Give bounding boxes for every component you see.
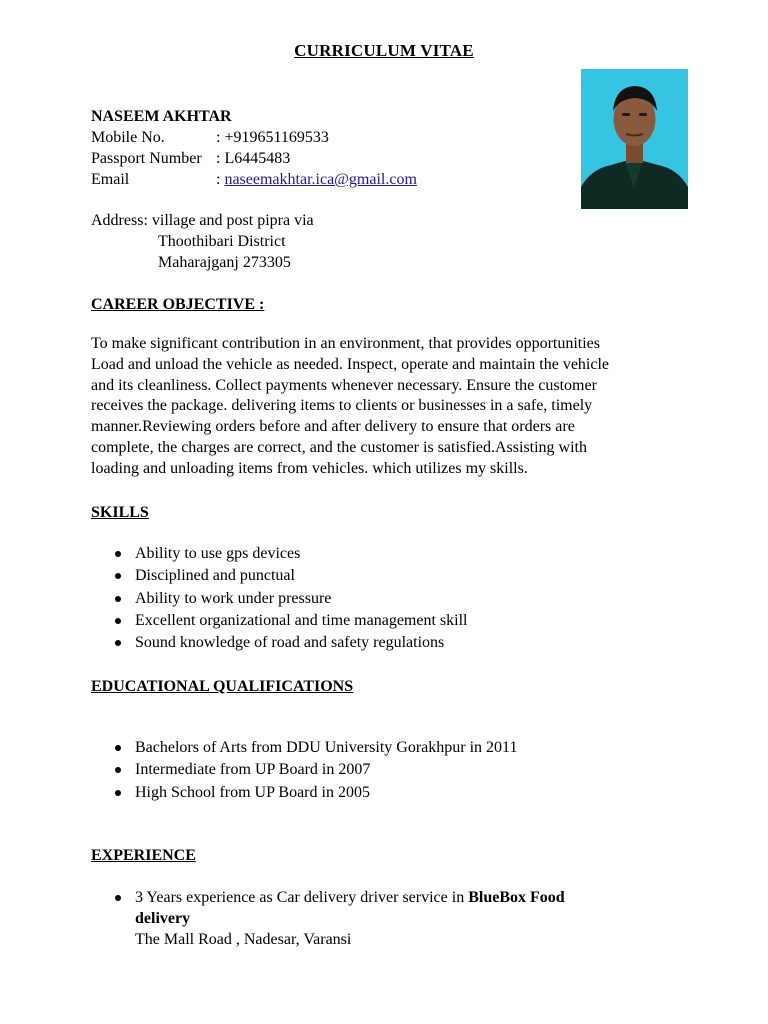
- email-separator: :: [216, 171, 225, 188]
- address-block: [91, 210, 314, 273]
- experience-heading: EXPERIENCE: [91, 847, 196, 864]
- bullet-icon: [115, 551, 121, 557]
- bullet-icon: [115, 745, 121, 751]
- address-line-2: Thoothibari District: [158, 233, 286, 250]
- skill-text: Disciplined and punctual: [135, 567, 295, 585]
- experience-text: 3 Years experience as Car delivery driver service in: [135, 889, 469, 906]
- passport-value: : L6445483: [216, 150, 291, 167]
- objective-line: receives the package. delivering items to clients or businesses in a safe, timely: [91, 397, 593, 415]
- company-name-cont: delivery: [135, 910, 191, 927]
- career-objective-heading: CAREER OBJECTIVE :: [91, 296, 265, 313]
- objective-line: To make significant contribution in an environment, that provides opportunities: [91, 335, 600, 352]
- candidate-name: NASEEM AKHTAR: [91, 108, 232, 125]
- address-line-3: Maharajganj 273305: [158, 254, 291, 271]
- bullet-icon: [115, 895, 121, 901]
- list-item: [91, 632, 467, 654]
- education-text: Bachelors of Arts from DDU University Gorakhpur in 2011: [135, 739, 518, 756]
- skill-text: Excellent organizational and time management skill: [135, 611, 468, 629]
- list-item: [91, 565, 467, 587]
- education-heading: EDUCATIONAL QUALIFICATIONS: [91, 678, 354, 695]
- skill-text: Sound knowledge of road and safety regulations: [135, 634, 445, 652]
- list-item: [91, 610, 467, 632]
- experience-location: The Mall Road , Nadesar, Varansi: [135, 931, 352, 948]
- education-text: High School from UP Board in 2005: [135, 783, 370, 801]
- profile-photo: [581, 69, 688, 209]
- mobile-value: : +919651169533: [216, 129, 329, 146]
- objective-line: Load and unload the vehicle as needed. Inspect, operate and maintain the vehicle: [91, 355, 610, 373]
- email-row: [91, 169, 417, 190]
- cv-title: CURRICULUM VITAE: [294, 41, 474, 60]
- list-item: [91, 588, 467, 610]
- passport-row: [91, 148, 290, 169]
- education-text: Intermediate from UP Board in 2007: [135, 761, 371, 779]
- bullet-icon: [115, 596, 121, 602]
- email-link[interactable]: naseemakhtar.ica@gmail.com: [224, 171, 417, 188]
- objective-line: loading and unloading items from vehicles. which utilizes my skills.: [91, 459, 528, 477]
- address-line-1: Address: village and post pipra via: [91, 212, 314, 229]
- bullet-icon: [115, 573, 121, 579]
- bullet-icon: [115, 640, 121, 646]
- objective-line: and its cleanliness. Collect payments whenever necessary. Ensure the customer: [91, 376, 597, 394]
- skills-heading: SKILLS: [91, 504, 149, 521]
- objective-line: complete, the charges are correct, and the customer is satisfied.Assisting with: [91, 438, 587, 456]
- list-item: [91, 759, 517, 781]
- skills-list: [91, 543, 467, 654]
- mobile-row: [91, 127, 329, 148]
- experience-line-1: [91, 887, 565, 908]
- experience-line-2: [91, 908, 565, 929]
- bullet-icon: [115, 767, 121, 773]
- list-item: [91, 782, 517, 804]
- passport-label: Passport Number: [91, 150, 202, 167]
- mobile-label: Mobile No.: [91, 129, 165, 146]
- objective-line: manner.Reviewing orders before and after delivery to ensure that orders are: [91, 418, 575, 436]
- list-item: [91, 737, 517, 759]
- skill-text: Ability to work under pressure: [135, 589, 332, 607]
- career-objective-paragraph: [91, 334, 671, 480]
- education-list: [91, 737, 517, 804]
- skill-text: Ability to use gps devices: [135, 545, 301, 562]
- bullet-icon: [115, 618, 121, 624]
- list-item: [91, 543, 467, 565]
- company-name: BlueBox Food: [468, 889, 565, 906]
- bullet-icon: [115, 790, 121, 796]
- experience-entry: [91, 887, 565, 950]
- email-label: Email: [91, 171, 130, 188]
